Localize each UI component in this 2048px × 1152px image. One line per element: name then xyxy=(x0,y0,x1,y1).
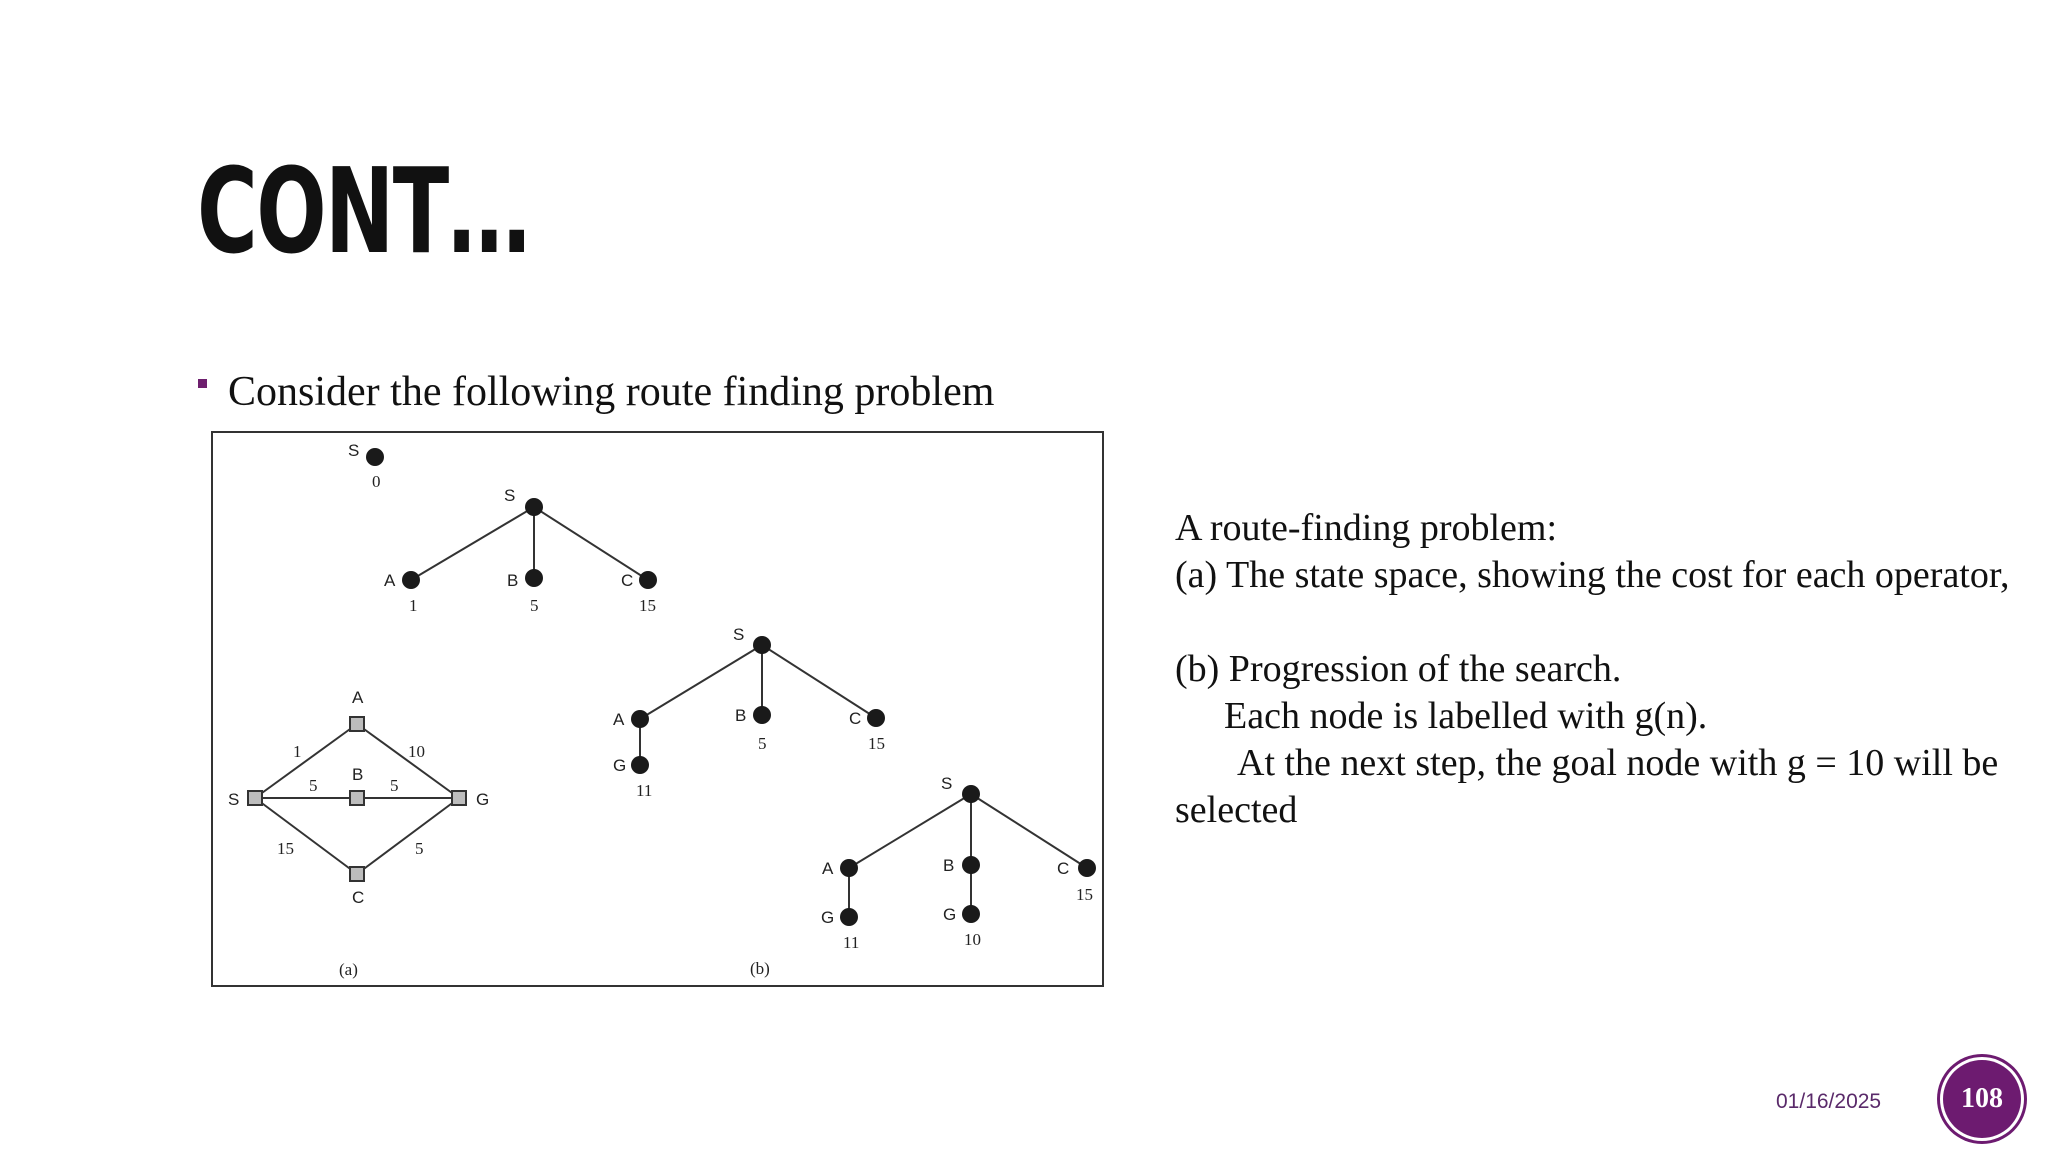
figure-description xyxy=(1175,505,2020,834)
description-part-b: (b) Progression of the search. xyxy=(1175,648,1622,690)
state-node-a xyxy=(350,717,364,731)
page-number: 108 xyxy=(1961,1083,2003,1114)
step2-label-a: A xyxy=(384,571,396,590)
step4-node-g-via-b xyxy=(962,905,980,923)
slide-title: CONT… xyxy=(197,142,529,280)
page-number-badge xyxy=(1943,1060,2021,1138)
step3-g-g: 11 xyxy=(636,781,653,800)
step3-label-s: S xyxy=(733,625,745,644)
step3-g-b: 5 xyxy=(758,734,767,753)
step4-g-g-via-a: 11 xyxy=(843,933,860,952)
step4-label-a: A xyxy=(822,859,834,878)
step2-g-c: 15 xyxy=(639,596,656,615)
step4-label-g-via-a: G xyxy=(821,908,835,927)
cost-c-g: 5 xyxy=(415,839,424,858)
step3-label-b: B xyxy=(735,706,747,725)
step4-node-s xyxy=(962,785,980,803)
step2-node-b xyxy=(525,569,543,587)
description-next-step xyxy=(1175,740,2020,834)
panel-label-b: (b) xyxy=(750,959,770,978)
state-node-c xyxy=(350,867,364,881)
route-finding-diagram xyxy=(211,431,1104,987)
step2-label-s: S xyxy=(504,486,516,505)
step1-g-s: 0 xyxy=(372,472,381,491)
step3-label-a: A xyxy=(613,710,625,729)
step4-label-s: S xyxy=(941,774,953,793)
cost-s-c: 15 xyxy=(277,839,294,858)
step2-label-b: B xyxy=(507,571,519,590)
step1-node-s xyxy=(366,448,384,466)
step4-node-b xyxy=(962,856,980,874)
step3-label-g: G xyxy=(613,756,627,775)
step3-node-s xyxy=(753,636,771,654)
step2-g-b: 5 xyxy=(530,596,539,615)
step3-g-c: 15 xyxy=(868,734,885,753)
step3-node-c xyxy=(867,709,885,727)
step4-node-g-via-a xyxy=(840,908,858,926)
step3-node-g xyxy=(631,756,649,774)
state-label-a: A xyxy=(352,688,364,707)
step2-g-a: 1 xyxy=(409,596,418,615)
cost-s-a: 1 xyxy=(293,742,302,761)
step4-g-g-via-b: 10 xyxy=(964,930,981,949)
bullet-marker xyxy=(198,379,207,388)
step4-node-c xyxy=(1078,859,1096,877)
step3-node-b xyxy=(753,706,771,724)
state-label-c: C xyxy=(352,888,365,907)
state-label-b: B xyxy=(352,765,364,784)
state-label-s: S xyxy=(228,790,240,809)
step4-g-c: 15 xyxy=(1076,885,1093,904)
step4-label-b: B xyxy=(943,856,955,875)
step4-node-a xyxy=(840,859,858,877)
route-finding-figure xyxy=(211,431,1104,987)
step4-label-c: C xyxy=(1057,859,1070,878)
bullet-item xyxy=(198,366,994,418)
step1-label-s: S xyxy=(348,441,360,460)
cost-b-g: 5 xyxy=(390,776,399,795)
description-heading: A route-finding problem: xyxy=(1175,507,1558,549)
state-label-g: G xyxy=(476,790,490,809)
step4-label-g-via-b: G xyxy=(943,905,957,924)
state-node-b xyxy=(350,791,364,805)
bullet-text: Consider the following route finding problem xyxy=(228,369,995,415)
step2-label-c: C xyxy=(621,571,634,590)
cost-a-g: 10 xyxy=(408,742,425,761)
description-spacer xyxy=(1175,599,2020,646)
state-node-g xyxy=(452,791,466,805)
description-node-labels: Each node is labelled with g(n). xyxy=(1224,695,1708,737)
step3-label-c: C xyxy=(849,709,862,728)
step2-node-a xyxy=(402,571,420,589)
step3-node-a xyxy=(631,710,649,728)
footer-date: 01/16/2025 xyxy=(1776,1090,1882,1113)
step2-node-c xyxy=(639,571,657,589)
description-part-a: (a) The state space, showing the cost for each operator, xyxy=(1175,554,2010,596)
description-next-step-text: At the next step, the goal node with g = 10 will be selected xyxy=(1175,742,1999,831)
cost-s-b: 5 xyxy=(309,776,318,795)
panel-label-a: (a) xyxy=(339,960,358,979)
state-node-s xyxy=(248,791,262,805)
step2-node-s xyxy=(525,498,543,516)
